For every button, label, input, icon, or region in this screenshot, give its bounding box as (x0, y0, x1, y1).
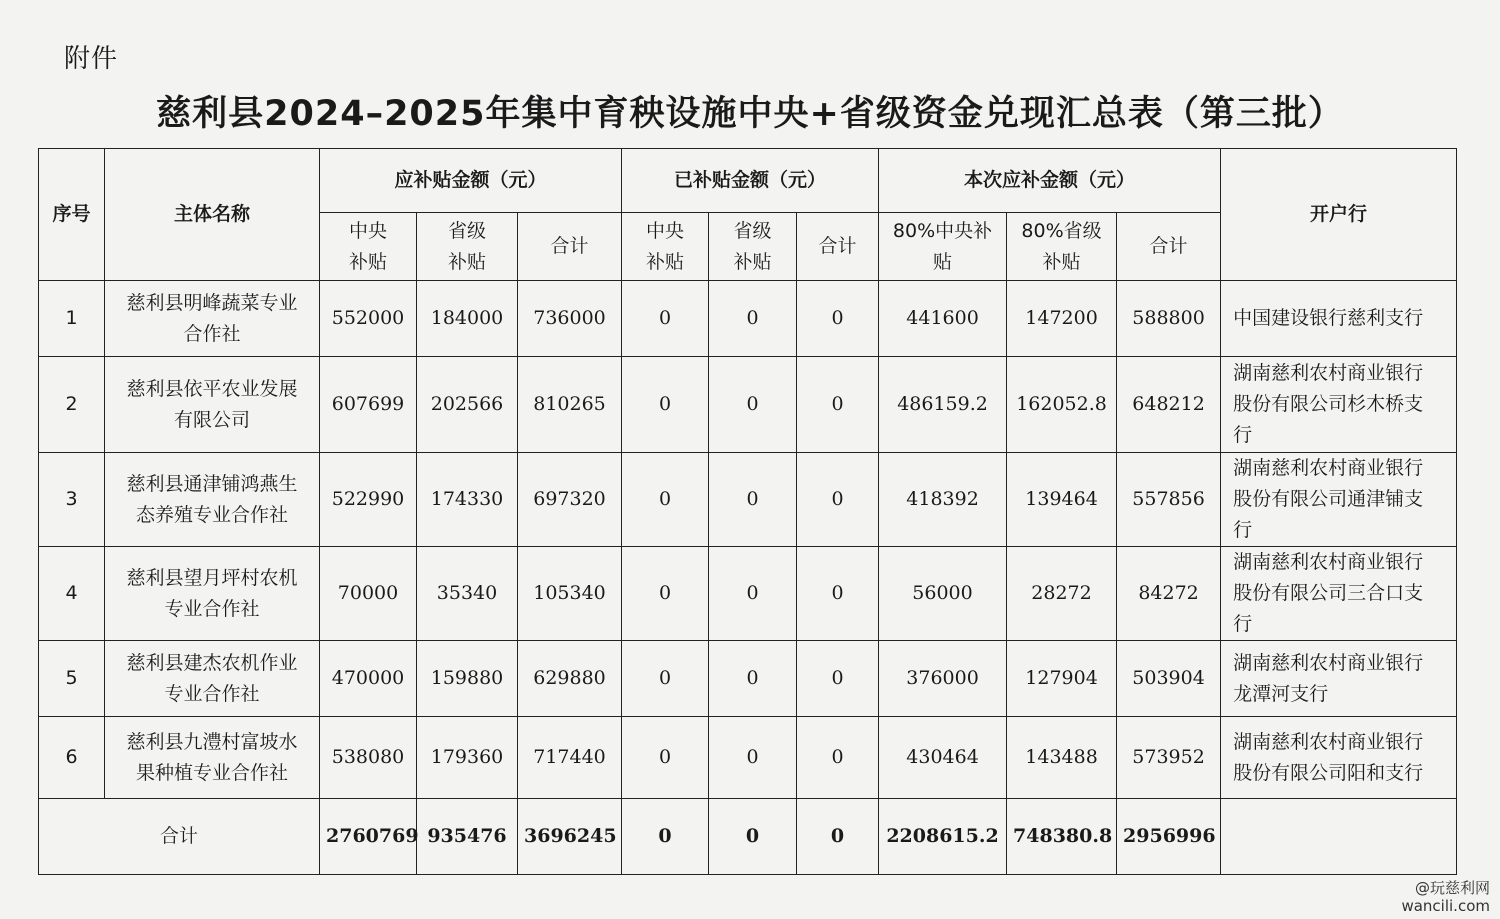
row-paid-prov: 0 (709, 357, 797, 453)
row-name: 慈利县依平农业发展 有限公司 (105, 357, 320, 453)
row-name: 慈利县建杰农机作业 专业合作社 (105, 641, 320, 717)
sub-now-prov: 80%省级 补贴 (1007, 213, 1117, 281)
document-title: 慈利县2024–2025年集中育秧设施中央+省级资金兑现汇总表（第三批） (156, 94, 1344, 134)
row-seq: 6 (39, 717, 105, 799)
row-due-prov: 179360 (417, 717, 518, 799)
total-paid-central: 0 (622, 799, 709, 875)
sub-now-central: 80%中央补 贴 (879, 213, 1007, 281)
group-paid-header: 已补贴金额（元） (622, 149, 879, 213)
row-paid-total: 0 (797, 357, 879, 453)
table-row (39, 357, 1457, 453)
table-row (39, 281, 1457, 357)
row-paid-prov: 0 (709, 547, 797, 641)
row-paid-central: 0 (622, 453, 709, 547)
row-paid-central: 0 (622, 641, 709, 717)
row-now-prov: 143488 (1007, 717, 1117, 799)
row-bank: 湖南慈利农村商业银行 股份有限公司杉木桥支 行 (1221, 357, 1457, 453)
total-paid-prov: 0 (709, 799, 797, 875)
table-row (39, 453, 1457, 547)
total-due-prov: 935476 (417, 799, 518, 875)
row-due-prov: 35340 (417, 547, 518, 641)
row-now-prov: 147200 (1007, 281, 1117, 357)
row-due-prov: 174330 (417, 453, 518, 547)
row-now-total: 588800 (1117, 281, 1221, 357)
row-paid-total: 0 (797, 547, 879, 641)
watermark-line2: wancili.com (1401, 897, 1490, 915)
row-now-prov: 127904 (1007, 641, 1117, 717)
row-seq: 1 (39, 281, 105, 357)
row-due-prov: 184000 (417, 281, 518, 357)
total-now-prov: 748380.8 (1007, 799, 1117, 875)
row-due-prov: 159880 (417, 641, 518, 717)
sub-due-total: 合计 (518, 213, 622, 281)
total-due-total: 3696245 (518, 799, 622, 875)
row-now-total: 557856 (1117, 453, 1221, 547)
row-due-central: 538080 (320, 717, 417, 799)
row-due-central: 70000 (320, 547, 417, 641)
row-name: 慈利县九澧村富坡水 果种植专业合作社 (105, 717, 320, 799)
row-now-total: 573952 (1117, 717, 1221, 799)
sub-due-prov: 省级 补贴 (417, 213, 518, 281)
total-label: 合计 (39, 799, 320, 875)
row-seq: 5 (39, 641, 105, 717)
header-row-1 (39, 149, 1457, 213)
row-due-total: 629880 (518, 641, 622, 717)
sub-now-total: 合计 (1117, 213, 1221, 281)
watermark (1401, 879, 1490, 915)
row-due-total: 736000 (518, 281, 622, 357)
row-paid-total: 0 (797, 453, 879, 547)
total-bank (1221, 799, 1457, 875)
row-bank: 中国建设银行慈利支行 (1221, 281, 1457, 357)
sub-due-central: 中央 补贴 (320, 213, 417, 281)
col-name-header: 主体名称 (105, 149, 320, 281)
total-paid-total: 0 (797, 799, 879, 875)
sub-paid-central: 中央 补贴 (622, 213, 709, 281)
row-paid-prov: 0 (709, 453, 797, 547)
sub-paid-total: 合计 (797, 213, 879, 281)
row-now-total: 648212 (1117, 357, 1221, 453)
row-now-total: 503904 (1117, 641, 1221, 717)
attachment-label: 附件 (64, 44, 119, 74)
row-now-central: 486159.2 (879, 357, 1007, 453)
row-bank: 湖南慈利农村商业银行 股份有限公司阳和支行 (1221, 717, 1457, 799)
row-paid-central: 0 (622, 281, 709, 357)
total-row (39, 799, 1457, 875)
row-now-central: 430464 (879, 717, 1007, 799)
row-due-total: 697320 (518, 453, 622, 547)
row-now-central: 376000 (879, 641, 1007, 717)
row-due-total: 717440 (518, 717, 622, 799)
row-paid-central: 0 (622, 717, 709, 799)
row-due-central: 522990 (320, 453, 417, 547)
row-paid-total: 0 (797, 717, 879, 799)
row-paid-prov: 0 (709, 717, 797, 799)
row-due-central: 552000 (320, 281, 417, 357)
row-now-prov: 162052.8 (1007, 357, 1117, 453)
row-seq: 3 (39, 453, 105, 547)
watermark-line1: @玩慈利网 (1414, 879, 1490, 897)
row-due-prov: 202566 (417, 357, 518, 453)
col-bank-header: 开户行 (1221, 149, 1457, 281)
summary-table (38, 148, 1457, 875)
row-paid-central: 0 (622, 547, 709, 641)
row-name: 慈利县望月坪村农机 专业合作社 (105, 547, 320, 641)
group-now-header: 本次应补金额（元） (879, 149, 1221, 213)
row-now-prov: 28272 (1007, 547, 1117, 641)
table-row (39, 547, 1457, 641)
total-due-central: 2760769 (320, 799, 417, 875)
col-seq-header: 序号 (39, 149, 105, 281)
row-name: 慈利县通津铺鸿燕生 态养殖专业合作社 (105, 453, 320, 547)
row-paid-central: 0 (622, 357, 709, 453)
row-name: 慈利县明峰蔬菜专业 合作社 (105, 281, 320, 357)
sub-paid-prov: 省级 补贴 (709, 213, 797, 281)
group-due-header: 应补贴金额（元） (320, 149, 622, 213)
table-row (39, 717, 1457, 799)
row-paid-prov: 0 (709, 641, 797, 717)
table-row (39, 641, 1457, 717)
row-now-central: 441600 (879, 281, 1007, 357)
row-paid-prov: 0 (709, 281, 797, 357)
row-bank: 湖南慈利农村商业银行 股份有限公司三合口支 行 (1221, 547, 1457, 641)
total-now-total: 2956996 (1117, 799, 1221, 875)
row-now-central: 56000 (879, 547, 1007, 641)
row-due-central: 470000 (320, 641, 417, 717)
row-due-total: 810265 (518, 357, 622, 453)
total-now-central: 2208615.2 (879, 799, 1007, 875)
row-paid-total: 0 (797, 641, 879, 717)
row-now-central: 418392 (879, 453, 1007, 547)
row-now-prov: 139464 (1007, 453, 1117, 547)
row-seq: 2 (39, 357, 105, 453)
row-seq: 4 (39, 547, 105, 641)
row-due-central: 607699 (320, 357, 417, 453)
row-bank: 湖南慈利农村商业银行 龙潭河支行 (1221, 641, 1457, 717)
row-paid-total: 0 (797, 281, 879, 357)
row-due-total: 105340 (518, 547, 622, 641)
row-now-total: 84272 (1117, 547, 1221, 641)
row-bank: 湖南慈利农村商业银行 股份有限公司通津铺支 行 (1221, 453, 1457, 547)
